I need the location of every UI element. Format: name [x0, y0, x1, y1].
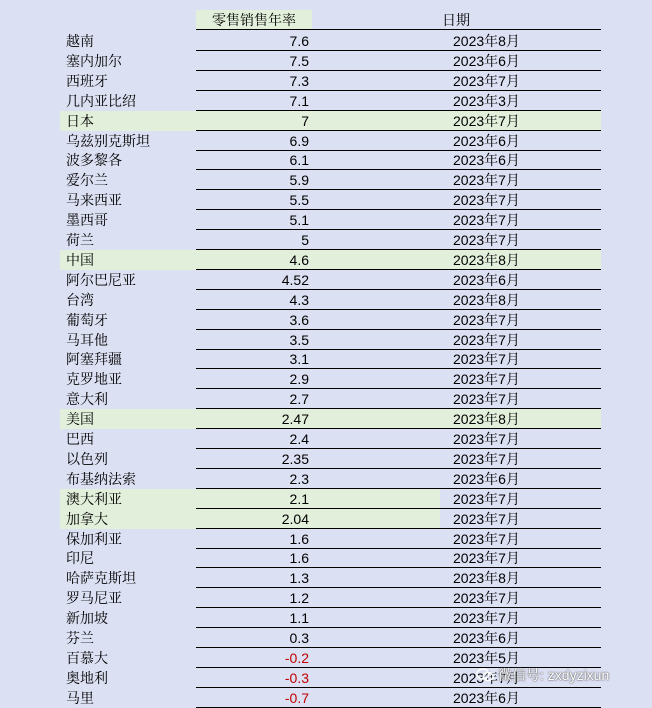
- sales-rate-value: 2.4: [289, 431, 309, 447]
- country-name: 奥地利: [66, 669, 108, 686]
- table-row: [60, 628, 601, 648]
- table-row: [60, 469, 601, 489]
- country-name: 印尼: [66, 550, 94, 567]
- sales-rate-value: 4.3: [289, 291, 309, 308]
- table-row: [60, 509, 601, 529]
- country-name: 意大利: [66, 391, 108, 408]
- sales-rate-value: -0.3: [284, 669, 309, 686]
- country-name: 乌兹别克斯坦: [66, 132, 150, 149]
- sales-rate-value: 6.9: [289, 132, 309, 149]
- table-row: [60, 349, 601, 369]
- country-name: 几内亚比绍: [66, 92, 136, 109]
- country-name: 波多黎各: [66, 152, 122, 169]
- sales-rate-value: -0.7: [284, 689, 309, 706]
- date-value: 2023年7月: [453, 431, 520, 447]
- country-name: 爱尔兰: [66, 172, 108, 189]
- table-row: [60, 111, 601, 131]
- table-row: [60, 409, 601, 429]
- sales-rate-value: 2.3: [289, 470, 309, 487]
- sales-rate-value: 2.47: [281, 411, 309, 428]
- date-value: 2023年7月: [453, 212, 520, 229]
- sales-rate-value: 1.6: [289, 550, 309, 567]
- date-value: 2023年7月: [453, 391, 520, 408]
- table-row: [60, 131, 601, 151]
- sales-rate-value: 7.5: [289, 52, 309, 69]
- table-row: [60, 270, 601, 290]
- date-value: 2023年6月: [453, 630, 520, 646]
- table-row: [60, 429, 601, 449]
- table-row: [60, 568, 601, 588]
- sales-rate-value: 5.5: [289, 192, 309, 209]
- table-row: [60, 330, 601, 350]
- sales-rate-value: -0.2: [284, 649, 309, 666]
- country-name: 加拿大: [66, 510, 108, 527]
- country-name: 澳大利亚: [66, 490, 122, 507]
- sales-rate-value: 4.6: [289, 251, 309, 268]
- sales-rate-value: 7.1: [289, 92, 309, 109]
- sales-rate-value: 4.52: [281, 271, 309, 288]
- column-header-sales-rate: 零售销售年率: [196, 10, 312, 30]
- date-value: 2023年6月: [453, 470, 520, 487]
- date-value: 2023年7月: [453, 490, 520, 507]
- table-row: [60, 449, 601, 469]
- sales-rate-value: 1.1: [289, 610, 309, 627]
- country-name: 布基纳法索: [66, 470, 136, 487]
- date-value: 2023年6月: [453, 152, 520, 169]
- country-name: 葡萄牙: [66, 311, 108, 328]
- country-name: 越南: [66, 33, 94, 49]
- table-row: [60, 51, 601, 71]
- country-name: 新加坡: [66, 610, 108, 627]
- country-name: 马来西亚: [66, 192, 122, 209]
- date-value: 2023年7月: [453, 351, 520, 368]
- sales-rate-value: 3.6: [289, 311, 309, 328]
- date-value: 2023年7月: [453, 590, 520, 607]
- sales-rate-value: 5.9: [289, 172, 309, 189]
- date-value: 2023年6月: [453, 689, 520, 706]
- date-value: 2023年7月: [453, 72, 520, 89]
- date-value: 2023年7月: [453, 669, 520, 686]
- table-row: [60, 548, 601, 568]
- table-row: [60, 71, 601, 91]
- sales-rate-value: 1.6: [289, 530, 309, 547]
- date-value: 2023年3月: [453, 92, 520, 109]
- sales-rate-value: 6.1: [289, 152, 309, 169]
- date-value: 2023年7月: [453, 192, 520, 209]
- table-row: [60, 290, 601, 310]
- country-name: 芬兰: [66, 630, 94, 646]
- country-name: 美国: [66, 411, 94, 428]
- table-row: [60, 608, 601, 628]
- date-value: 2023年8月: [453, 570, 520, 587]
- country-name: 塞内加尔: [66, 52, 122, 69]
- country-name: 阿塞拜疆: [66, 351, 122, 368]
- date-value: 2023年6月: [453, 52, 520, 69]
- country-name: 保加利亚: [66, 530, 122, 547]
- date-value: 2023年6月: [453, 132, 520, 149]
- country-name: 马里: [66, 689, 94, 706]
- date-value: 2023年7月: [453, 331, 520, 348]
- date-value: 2023年7月: [453, 232, 520, 248]
- country-name: 墨西哥: [66, 212, 108, 229]
- date-value: 2023年7月: [453, 172, 520, 189]
- table-row: [60, 310, 601, 330]
- table-row: [60, 389, 601, 409]
- date-value: 2023年7月: [453, 550, 520, 567]
- table-row: [60, 489, 601, 509]
- sales-rate-value: 0.3: [289, 630, 309, 646]
- table-row: [60, 250, 601, 270]
- column-header-date: 日期: [442, 12, 470, 28]
- table-row: [60, 190, 601, 210]
- table-row: [60, 170, 601, 190]
- table-row: [60, 210, 601, 230]
- sales-rate-value: 2.04: [281, 510, 309, 527]
- sales-rate-value: 5: [301, 232, 309, 248]
- table-row: [60, 588, 601, 608]
- date-value: 2023年8月: [453, 33, 520, 49]
- sales-rate-value: 1.3: [289, 570, 309, 587]
- date-value: 2023年8月: [453, 251, 520, 268]
- table-row: [60, 31, 601, 51]
- date-value: 2023年7月: [453, 450, 520, 467]
- country-name: 克罗地亚: [66, 371, 122, 388]
- sales-rate-value: 3.5: [289, 331, 309, 348]
- date-value: 2023年6月: [453, 271, 520, 288]
- table-row: [60, 230, 601, 250]
- sales-rate-value: 7.3: [289, 72, 309, 89]
- country-name: 罗马尼亚: [66, 590, 122, 607]
- date-value: 2023年8月: [453, 411, 520, 428]
- watermark: [476, 664, 609, 686]
- sales-rate-value: 5.1: [289, 212, 309, 229]
- country-name: 中国: [66, 251, 94, 268]
- table-row: [60, 529, 601, 549]
- country-name: 荷兰: [66, 232, 94, 248]
- table-row: [60, 688, 601, 708]
- date-value: 2023年8月: [453, 291, 520, 308]
- sales-rate-value: 3.1: [289, 351, 309, 368]
- country-name: 以色列: [66, 450, 108, 467]
- country-name: 巴西: [66, 431, 94, 447]
- sales-rate-value: 2.1: [289, 490, 309, 507]
- date-value: 2023年7月: [453, 371, 520, 388]
- table-row: [60, 150, 601, 170]
- sales-rate-value: 2.9: [289, 371, 309, 388]
- date-value: 2023年7月: [453, 510, 520, 527]
- table-row: [60, 91, 601, 111]
- country-name: 阿尔巴尼亚: [66, 271, 136, 288]
- date-value: 2023年7月: [453, 112, 520, 129]
- country-name: 台湾: [66, 291, 94, 308]
- table-row: [60, 369, 601, 389]
- wechat-icon: [476, 668, 494, 682]
- date-value: 2023年7月: [453, 530, 520, 547]
- country-name: 百慕大: [66, 649, 108, 666]
- header-underline: [196, 29, 601, 30]
- date-value: 2023年5月: [453, 649, 520, 666]
- country-name: 日本: [66, 112, 94, 129]
- sales-rate-value: 7.6: [289, 33, 309, 49]
- country-name: 西班牙: [66, 72, 108, 89]
- watermark-text: 微信号: zxdyzixun: [498, 667, 610, 683]
- date-value: 2023年7月: [453, 311, 520, 328]
- date-value: 2023年7月: [453, 610, 520, 627]
- sales-rate-value: 2.35: [281, 450, 309, 467]
- sales-rate-value: 7: [301, 112, 309, 129]
- sales-rate-value: 2.7: [289, 391, 309, 408]
- sales-rate-value: 1.2: [289, 590, 309, 607]
- country-name: 哈萨克斯坦: [66, 570, 136, 587]
- country-name: 马耳他: [66, 331, 108, 348]
